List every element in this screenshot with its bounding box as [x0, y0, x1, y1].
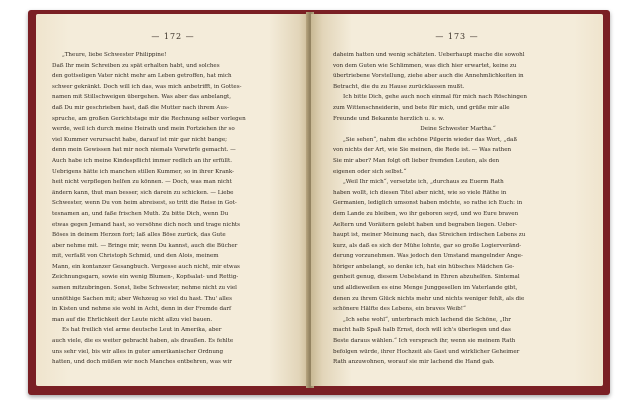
- text-line: Uebrigens hätte ich manchen stillen Kummer, so in ihrer Krank-: [52, 168, 235, 175]
- text-line: samen mitzubringen. Sonst, liebe Schwester, nehme nicht zu viel: [52, 285, 237, 292]
- text-line: Aeltern und Voräitern gelebt haben und begraben liegen. Ueber-: [333, 221, 518, 228]
- text-line: Böses in deinem Herzen fort; laß alles Böse zurück, das Gute: [52, 232, 226, 239]
- text-line: Beste daraus wählen.“ Ich versprach ihr, wenn sie meinem Rath: [333, 338, 516, 345]
- text-line: Freunde und Bekannte herzlich u. s. w.: [333, 115, 445, 122]
- text-line: „Ich sehe wohl“, unterbrach mich lachend die Schöne, „Ihr: [343, 316, 511, 323]
- text-line: Betracht, die du zu Hause zurücklassen mußt.: [333, 83, 465, 90]
- text-line: man auf die Ehrlichkeit der Leute nicht allzu viel bauen.: [52, 316, 213, 323]
- text-line: und alldieweilen es eine Menge Junggesellen im Vaterlande gibt,: [333, 285, 518, 292]
- text-line: den gottseligen Vater nicht mehr am Leben getroffen, hat mich: [52, 73, 232, 80]
- text-line: denn mein Gewissen hat mir noch niemals Vorwürfe gemacht. —: [52, 147, 236, 154]
- text-line: „Sie sehen“, nahm die schöne Pilgerin wieder das Wort, „daß: [343, 136, 518, 143]
- text-line: kurz, als daß es sich der Mühe lohnte, gar so große Logierveränd-: [333, 242, 522, 249]
- text-line: heit nicht verpflegen helfen zu können. — Doch, was man nicht: [52, 179, 232, 186]
- text-line: Daß Ihr mein Schreiben zu spät erhalten habt, und solches: [52, 62, 220, 69]
- text-line: auch viele, die es weiter gebracht haben, als draußen. Es fehlte: [52, 338, 234, 345]
- text-line: hatten, und doch müßen wir noch Manches entbehren, was wir: [52, 359, 232, 366]
- text-line: Zeichnungsgarn, sowie ein wenig Blumen-, Kopfsalat- und Rettig-: [52, 274, 239, 281]
- right-page-text: [333, 50, 583, 368]
- text-line: höriger anbelangt, so denke ich, hat ein hübsches Mädchen Ge-: [333, 263, 515, 270]
- left-page: [36, 14, 310, 386]
- text-line: haupt ist, meiner Meinung nach, das Streichen irdischen Lebens zu: [333, 232, 526, 239]
- text-line: daß Du mir geschrieben hast, daß die Mutter nach ihrem Aus-: [52, 104, 229, 111]
- text-line: übertriebene Vorstellung, ziehe aber auch die Annehmlichkeiten in: [333, 73, 524, 80]
- text-line: uns sehr viel, bis wir alles in guter amerikanischer Ordnung: [52, 348, 224, 355]
- text-line: „Theure, liebe Schwester Philippine!: [62, 52, 167, 58]
- text-line: haben wollt, ich diesen Titel aber nicht, wie so viele Räthe in: [333, 189, 507, 196]
- page-number-left: — 172 —: [151, 32, 195, 41]
- right-page: [311, 14, 603, 386]
- text-line: spruche, am großen Gerichtstage mir die Rechnung selber vorlegen: [52, 115, 246, 122]
- text-line: derung vorzunehmen. Was jedoch den Umstand mangelnder Ange-: [333, 253, 523, 260]
- text-line: denen zu ihrem Glück nichts mehr und nichts weniger fehlt, als die: [333, 295, 525, 302]
- text-line: schwer gekränkt. Doch will ich das, was mich anbetrifft, in Gottes-: [52, 83, 242, 90]
- text-line: macht halb Spaß halb Ernst, doch will ich's überlegen und das: [333, 327, 511, 334]
- text-line: schönere Hälfte des Lebens, ein braves Weib!“: [333, 306, 466, 313]
- text-line: „Weil Ihr mich“, versetzte ich, „durchaus zu Euerm Rath: [343, 179, 504, 186]
- text-line: Deine Schwester Martha.“: [420, 126, 496, 133]
- text-line: Ich bitte Dich, gehe auch noch einmal für mich nach Röschingen: [343, 94, 527, 101]
- text-line: unnöthige Sachen mit; aber Wehzeug so viel du hast. Thu' alles: [52, 295, 232, 302]
- text-line: von dem Guten wie Schlimmen, was dich hier erwartet, keine zu: [333, 62, 517, 69]
- page-number-right: — 173 —: [435, 32, 479, 41]
- text-line: Schwester, wenn Du von heim abreisest, so tritt die Reise in Got-: [52, 200, 237, 207]
- text-line: mit, verfaßt von Christoph Schmid, und den Alois, meinem: [52, 253, 219, 260]
- text-line: etwas gegen Jemand hast, so versöhne dich noch und trage nichts: [52, 221, 241, 228]
- text-line: daheim hatten und wenig schätzten. Ueberhaupt mache die sowohl: [333, 52, 525, 58]
- text-line: werde, weil ich durch meine Heirath und mein Fortziehen ihr so: [52, 126, 235, 133]
- text-line: viel Kummer verursacht habe, darauf ist mir gar nicht bange;: [52, 136, 228, 143]
- text-line: Auch habe ich meine Kindespflicht immer redlich an ihr erfüllt.: [52, 157, 232, 164]
- text-line: dem Lande zu bleiben, wo ihr geboren seyd, und wo Eure braven: [333, 210, 519, 217]
- text-line: in Kisten und nehme sie wohl in Acht, denn in der Fremde darf: [52, 306, 232, 313]
- text-line: Rath anzuwohnen, worauf sie mir lachend die Hand gab.: [333, 359, 495, 366]
- text-line: tesnamen an, und faße frischen Muth. Zu bitte Dich, wenn Du: [52, 210, 229, 217]
- text-line: aber nehme mit. — Bringe mir, wenn Du kannst, auch die Bücher: [52, 242, 238, 249]
- text-line: namen mit Stillschweigen übergehen. Was aber das anbelangt,: [52, 94, 232, 101]
- text-line: Germanien, lediglich umsonst haben möchte, so rathe ich Euch: in: [333, 200, 523, 207]
- text-line: ändern kann, thut man besser, sich darein zu schicken. — Liebe: [52, 189, 234, 196]
- text-line: von nichts der Art, wie Sie meinen, die Rede ist. — Was rathen: [333, 147, 512, 154]
- text-line: genheit genug, diesem Uebelstand in Ehren abzuhelfen. Sintemal: [333, 274, 520, 281]
- text-line: befolgen würde, ihrer Hochzeit als Gast und wirklicher Geheimer: [333, 348, 520, 355]
- text-line: eigenen oder sich selbst.“: [333, 168, 407, 175]
- text-line: Es hat freilich viel arme deutsche Leut in Amerika, aber: [62, 327, 222, 334]
- text-line: zum Wittenschneiderin, und bete für mich, und grüße mir alle: [333, 104, 510, 111]
- text-line: Sie mir aber? Man folgt oft lieber fremden Leuten, als den: [333, 157, 500, 164]
- text-line: Mann, ein kontanzer Gesangbuch. Vergesse auch nicht, mir etwas: [52, 263, 240, 270]
- left-page-text: [52, 50, 292, 368]
